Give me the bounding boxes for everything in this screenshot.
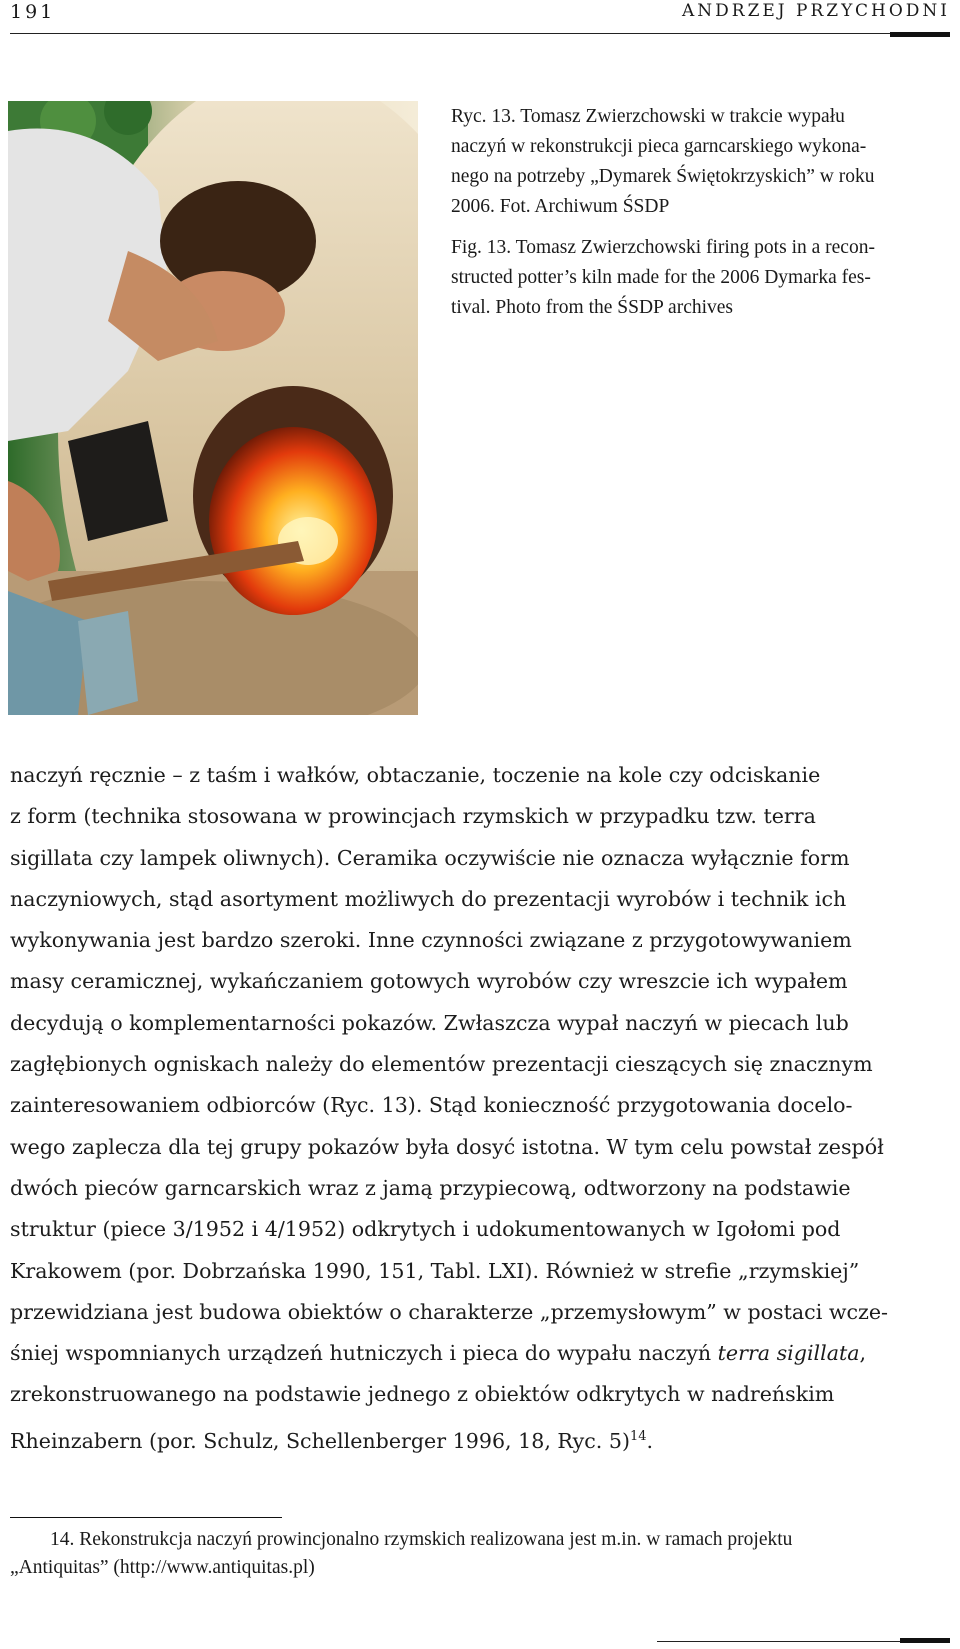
figure-caption-english [451,233,951,323]
running-head-author: ANDRZEJ PRZYCHODNI [682,1,950,21]
header-rule [10,33,950,34]
footnote [10,1526,950,1582]
body-line: masy ceramicznej, wykańczaniem gotowych wyrobów czy wreszcie ich wypałem [10,969,848,994]
body-line: zagłębionych ogniskach należy do elementów prezentacji cieszących się znacznym [10,1052,873,1077]
body-line: decydują o komplementarności pokazów. Zwłaszcza wypał naczyń w piecach lub [10,1010,849,1035]
body-line-text: śniej wspomnianych urządzeń hutniczych i pieca do wypału naczyń [10,1341,718,1366]
body-line: z form (technika stosowana w prowincjach rzymskich w przypadku tzw. terra [10,804,816,829]
footer-rule-accent [900,1638,950,1643]
body-line: Krakowem (por. Dobrzańska 1990, 151, Tabl. LXI). Również w strefie „rzymskiej” [10,1258,860,1283]
body-line: dwóch pieców garncarskich wraz z jamą przypiecową, odtworzony na podstawie [10,1175,851,1200]
caption-line: structed potter’s kiln made for the 2006 Dymarka fes- [451,267,871,288]
running-header [10,0,950,40]
punctuation: , [859,1341,867,1366]
caption-line: tival. Photo from the ŚSDP archives [451,297,734,318]
body-line: wego zaplecza dla tej grupy pokazów była dosyć istotna. W tym celu powstał zespół [10,1134,884,1159]
body-line: struktur (piece 3/1952 i 4/1952) odkrytych i udokumentowanych w Igołomi pod [10,1217,841,1242]
body-line: naczyniowych, stąd asortyment możliwych do prezentacji wyrobów i technik ich [10,886,847,911]
footnote-reference[interactable]: 14 [629,1428,647,1444]
body-line: sigillata czy lampek oliwnych). Ceramika oczywiście nie oznacza wyłącznie form [10,845,850,870]
header-rule-accent [890,32,950,37]
figure-caption-polish [451,102,951,222]
body-line-last [10,1416,950,1462]
footnote-separator [10,1517,282,1518]
kiln-firing-photo [8,101,418,715]
body-line-text: Rheinzabern (por. Schulz, Schellenberger 1996, 18, Ryc. 5) [10,1428,630,1453]
footnote-text: Rekonstrukcja naczyń prowincjonalno rzymskich realizowana jest m.in. w ramach projektu [79,1529,793,1550]
body-line: naczyń ręcznie – z taśm i wałków, obtaczanie, toczenie na kole czy odciskanie [10,763,821,787]
footnote-line [10,1526,950,1554]
figure-captions [451,102,951,323]
caption-line: 2006. Fot. Archiwum ŚSDP [451,196,670,217]
body-line-with-italic [10,1333,950,1374]
caption-line: Fig. 13. Tomasz Zwierzchowski firing pots in a recon- [451,237,875,258]
body-line: zainteresowaniem odbiorców (Ryc. 13). Stąd konieczność przygotowania docelo- [10,1093,853,1118]
body-line: przewidziana jest budowa obiektów o charakterze „przemysłowym” w postaci wcze- [10,1299,888,1324]
caption-line: Ryc. 13. Tomasz Zwierzchowski w trakcie wypału [451,106,845,127]
italic-term: terra sigillata [717,1341,860,1366]
caption-line: naczyń w rekonstrukcji pieca garncarskiego wykona- [451,136,867,157]
punctuation: . [646,1428,654,1453]
footnote-number: 14. [50,1529,75,1550]
page-number: 191 [10,1,56,23]
footnote-line-2[interactable]: „Antiquitas” (http://www.antiquitas.pl) [10,1557,315,1578]
body-line: zrekonstruowanego na podstawie jednego z obiektów odkrytych w nadreńskim [10,1382,835,1407]
caption-line: nego na potrzeby „Dymarek Świętokrzyskich” w roku [451,166,875,187]
body-line: wykonywania jest bardzo szeroki. Inne czynności związane z przygotowywaniem [10,928,852,953]
body-paragraph [10,755,950,1462]
